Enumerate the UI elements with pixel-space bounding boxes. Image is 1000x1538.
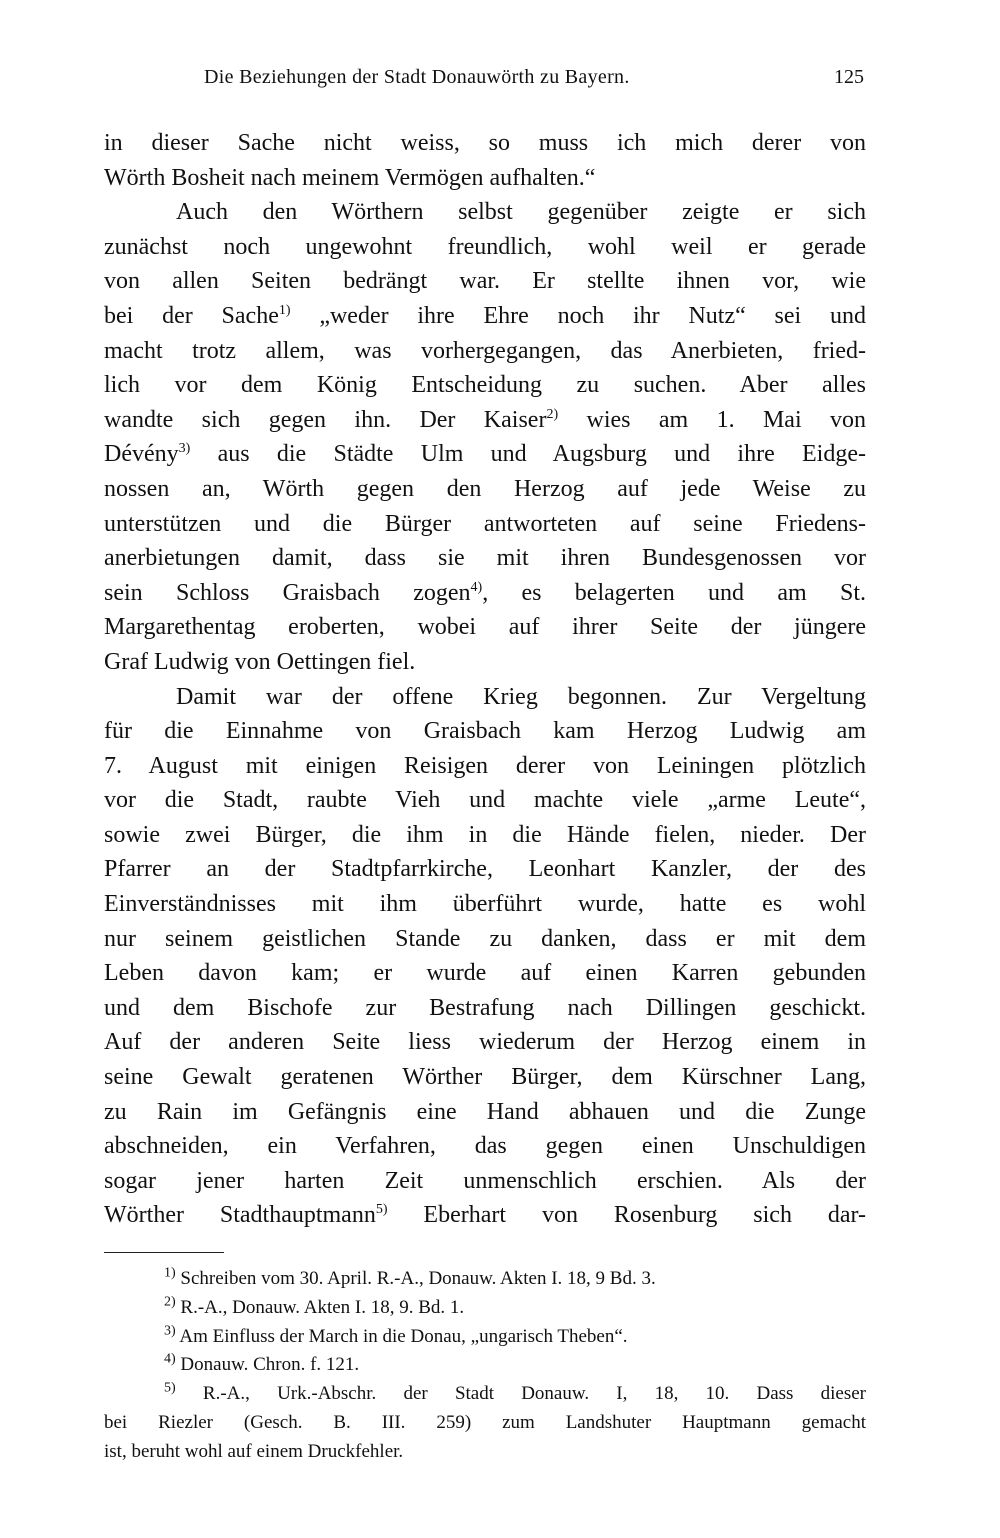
text-segment: Dévény: [104, 441, 179, 468]
footnote-text: Schreiben vom 30. April. R.-A., Donauw. Akten I. 18, 9 Bd. 3.: [180, 1268, 656, 1289]
footnote: [104, 1294, 866, 1323]
footnote-marker: 1): [278, 302, 291, 318]
text-line: zunächst noch ungewohnt freundlich, wohl weil er gerade: [104, 233, 866, 260]
text-segment: sein Schloss Graisbach zogen: [104, 579, 471, 606]
text-segment: bei der Sache: [104, 302, 279, 329]
footnote-text: R.-A., Donauw. Akten I. 18, 9. Bd. 1.: [180, 1296, 465, 1318]
footnote-marker: 4): [470, 579, 483, 595]
text-line: 7. August mit einigen Reisigen derer von Leiningen plötzlich: [104, 752, 866, 779]
text-segment: wandte sich gegen ihn. Der Kaiser: [104, 406, 547, 433]
footnote-number: 3): [164, 1323, 176, 1339]
text-line: sowie zwei Bürger, die ihm in die Hände fielen, nieder. Der: [104, 821, 866, 848]
text-line: unterstützen und die Bürger antworteten auf seine Friedens-: [104, 510, 866, 537]
footnote-number: 2): [164, 1294, 176, 1310]
text-line: und dem Bischofe zur Bestrafung nach Dillingen geschickt.: [104, 994, 866, 1021]
text-segment: , es belagerten und am St.: [482, 579, 866, 606]
running-title: Die Beziehungen der Stadt Donauwörth zu Bayern.: [204, 66, 630, 88]
text-line: [104, 576, 866, 611]
text-line: nur seinem geistlichen Stande zu danken, dass er mit dem: [104, 925, 866, 952]
running-header: [104, 62, 866, 94]
text-line: nossen an, Wörth gegen den Herzog auf jede Weise zu: [104, 475, 866, 502]
text-line: [104, 403, 866, 438]
text-line: in dieser Sache nicht weiss, so muss ich mich derer von: [104, 130, 866, 156]
footnotes: [104, 1265, 866, 1467]
footnote-marker: 5): [375, 1202, 388, 1218]
footnote-marker: 2): [546, 406, 559, 422]
text-line: seine Gewalt geratenen Wörther Bürger, dem Kürschner Lang,: [104, 1064, 866, 1091]
text-line: macht trotz allem, was vorhergegangen, das Anerbieten, fried-: [104, 337, 866, 364]
text-line: zu Rain im Gefängnis eine Hand abhauen und die Zunge: [104, 1098, 866, 1125]
text-line: Pfarrer an der Stadtpfarrkirche, Leonhart Kanzler, der des: [104, 856, 866, 883]
text-line: vor die Stadt, raubte Vieh und machte viele „arme Leute“,: [104, 787, 866, 814]
text-line: lich vor dem König Entscheidung zu suchen. Aber alles: [104, 372, 866, 399]
text-line: Wörth Bosheit nach meinem Vermögen aufhalten.“: [104, 164, 596, 191]
footnote-text: Donauw. Chron. f. 121.: [180, 1354, 360, 1376]
text-line: Damit war der offene Krieg begonnen. Zur Vergeltung: [176, 683, 866, 710]
text-line: Auf der anderen Seite liess wiederum der Herzog einem in: [104, 1029, 866, 1056]
text-segment: „weder ihre Ehre noch ihr Nutz“ sei und: [319, 302, 866, 329]
text-segment: Wörther Stadthauptmann: [104, 1202, 376, 1229]
footnote-text: R.-A., Urk.-Abschr. der Stadt Donauw. I, 18, 10. Dass dieser: [202, 1383, 866, 1405]
footnote: [104, 1265, 866, 1294]
text-line: Graf Ludwig von Oettingen fiel.: [104, 648, 416, 675]
footnote-number: 4): [164, 1352, 176, 1368]
footnote: [104, 1323, 866, 1352]
footnote-number: 1): [164, 1265, 176, 1281]
footnote-text: Am Einfluss der March in die Donau, „ungarisch Theben“.: [179, 1325, 628, 1347]
footnote-marker: 3): [178, 441, 191, 457]
text-line: von allen Seiten bedrängt war. Er stellte ihnen vor, wie: [104, 268, 866, 295]
footnote: [104, 1351, 866, 1380]
footnote-continuation: ist, beruht wohl auf einem Druckfehler.: [104, 1440, 404, 1462]
text-line: [104, 437, 866, 472]
body-text: [104, 126, 866, 1233]
text-segment: wies am 1. Mai von: [586, 406, 866, 433]
text-segment: aus die Städte Ulm und Augsburg und ihre Eidge-: [217, 441, 866, 468]
text-line: Auch den Wörthern selbst gegenüber zeigte er sich: [176, 199, 866, 226]
text-line: [104, 299, 866, 334]
text-line: Margarethentag eroberten, wobei auf ihrer Seite der jüngere: [104, 614, 866, 641]
text-line: sogar jener harten Zeit unmenschlich erschien. Als der: [104, 1167, 866, 1194]
text-line: Einverständnisses mit ihm überführt wurde, hatte es wohl: [104, 891, 866, 918]
text-line: Leben davon kam; er wurde auf einen Karren gebunden: [104, 960, 866, 987]
footnote: [104, 1380, 866, 1409]
text-line: für die Einnahme von Graisbach kam Herzog Ludwig am: [104, 718, 866, 745]
text-line: abschneiden, ein Verfahren, das gegen einen Unschuldigen: [104, 1133, 866, 1160]
footnote-divider: [104, 1252, 224, 1253]
text-line: anerbietungen damit, dass sie mit ihren Bundesgenossen vor: [104, 545, 866, 572]
page-number: 125: [834, 66, 864, 88]
text-segment: Eberhart von Rosenburg sich dar-: [423, 1202, 866, 1229]
footnote-continuation: bei Riezler (Gesch. B. III. 259) zum Landshuter Hauptmann gemacht: [104, 1411, 866, 1433]
footnote-number: 5): [164, 1380, 176, 1396]
text-line: [104, 1198, 866, 1233]
